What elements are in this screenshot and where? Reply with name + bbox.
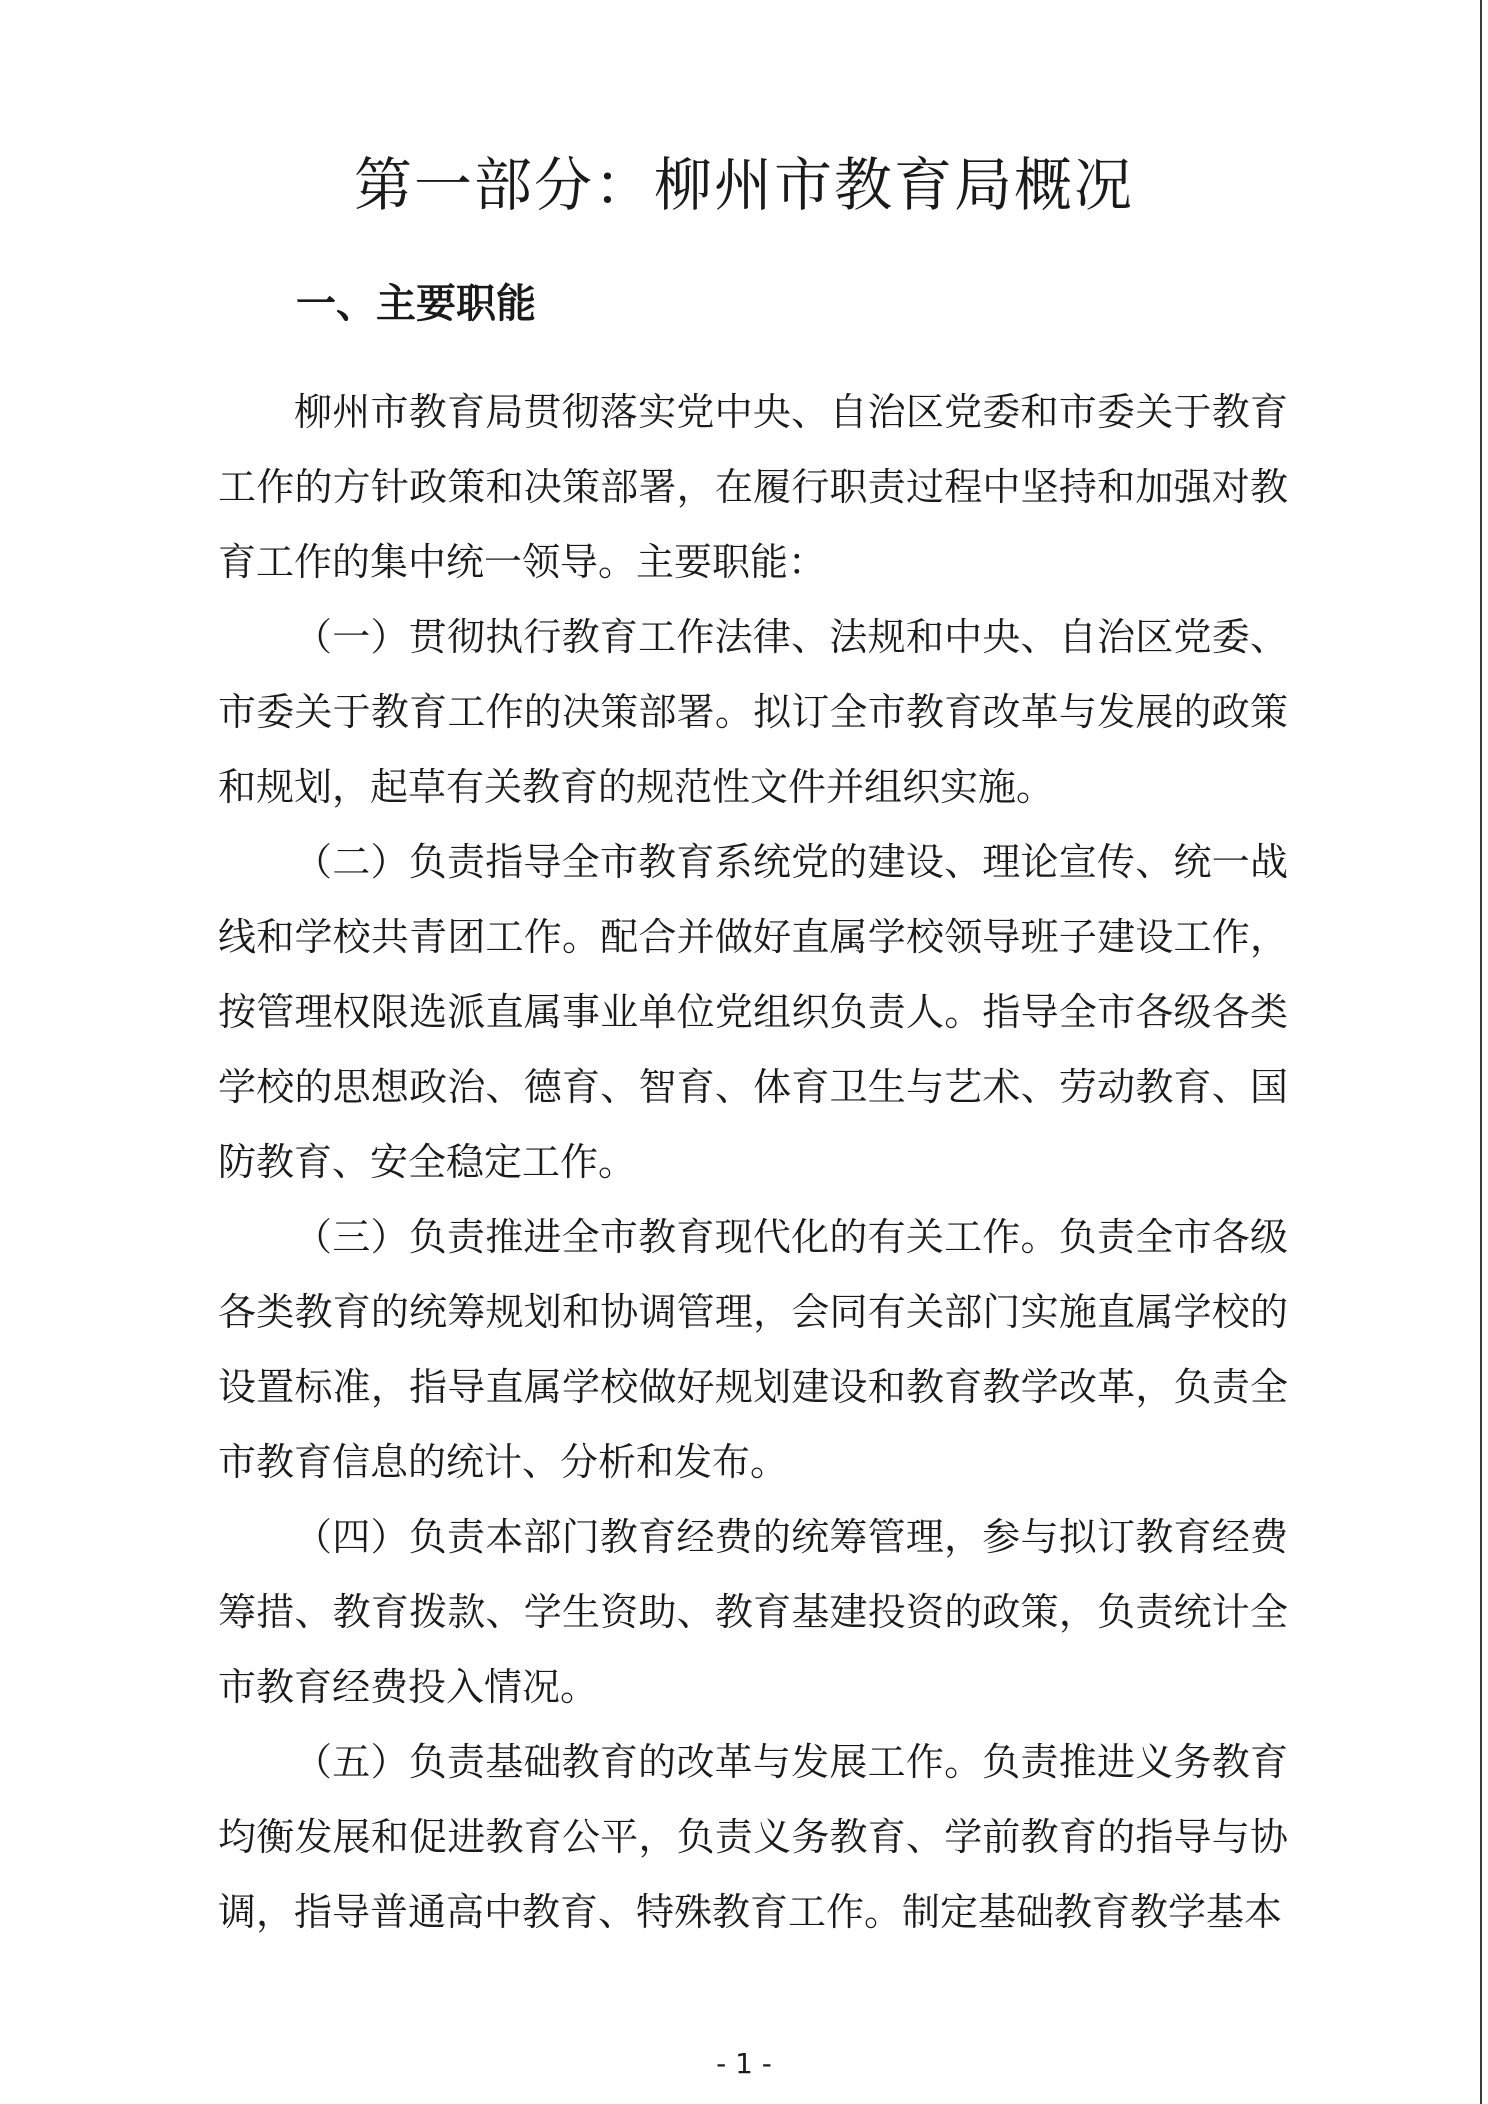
- page-edge-line: [1480, 0, 1482, 2104]
- paragraph-item-5: （五）负责基础教育的改革与发展工作。负责推进义务教育均衡发展和促进教育公平，负责义务教育、学前教育的指导与协调，指导普通高中教育、特殊教育工作。制定基础教育教学基本: [218, 1740, 1288, 1934]
- paragraph-intro: 柳州市教育局贯彻落实党中央、自治区党委和市委关于教育工作的方针政策和决策部署，在履行职责过程中坚持和加强对教育工作的集中统一领导。主要职能：: [218, 390, 1288, 584]
- page-number: - 1 -: [716, 2047, 772, 2080]
- paragraph-item-3: （三）负责推进全市教育现代化的有关工作。负责全市各级各类教育的统筹规划和协调管理，会同有关部门实施直属学校的设置标准，指导直属学校做好规划建设和教育教学改革，负责全市教育信息的统计、分析和发布。: [218, 1215, 1288, 1484]
- paragraph-item-2: （二）负责指导全市教育系统党的建设、理论宣传、统一战线和学校共青团工作。配合并做好直属学校领导班子建设工作，按管理权限选派直属事业单位党组织负责人。指导全市各级各类学校的思想政治、德育、智育、体育卫生与艺术、劳动教育、国防教育、安全稳定工作。: [218, 840, 1288, 1184]
- section-heading: 一、主要职能: [296, 281, 536, 327]
- paragraph-item-1: （一）贯彻执行教育工作法律、法规和中央、自治区党委、市委关于教育工作的决策部署。拟订全市教育改革与发展的政策和规划，起草有关教育的规范性文件并组织实施。: [218, 615, 1288, 809]
- paragraph-item-4: （四）负责本部门教育经费的统筹管理，参与拟订教育经费筹措、教育拨款、学生资助、教育基建投资的政策，负责统计全市教育经费投入情况。: [218, 1515, 1288, 1709]
- body-text: [218, 375, 1288, 1950]
- page-title: 第一部分：柳州市教育局概况: [353, 151, 1134, 219]
